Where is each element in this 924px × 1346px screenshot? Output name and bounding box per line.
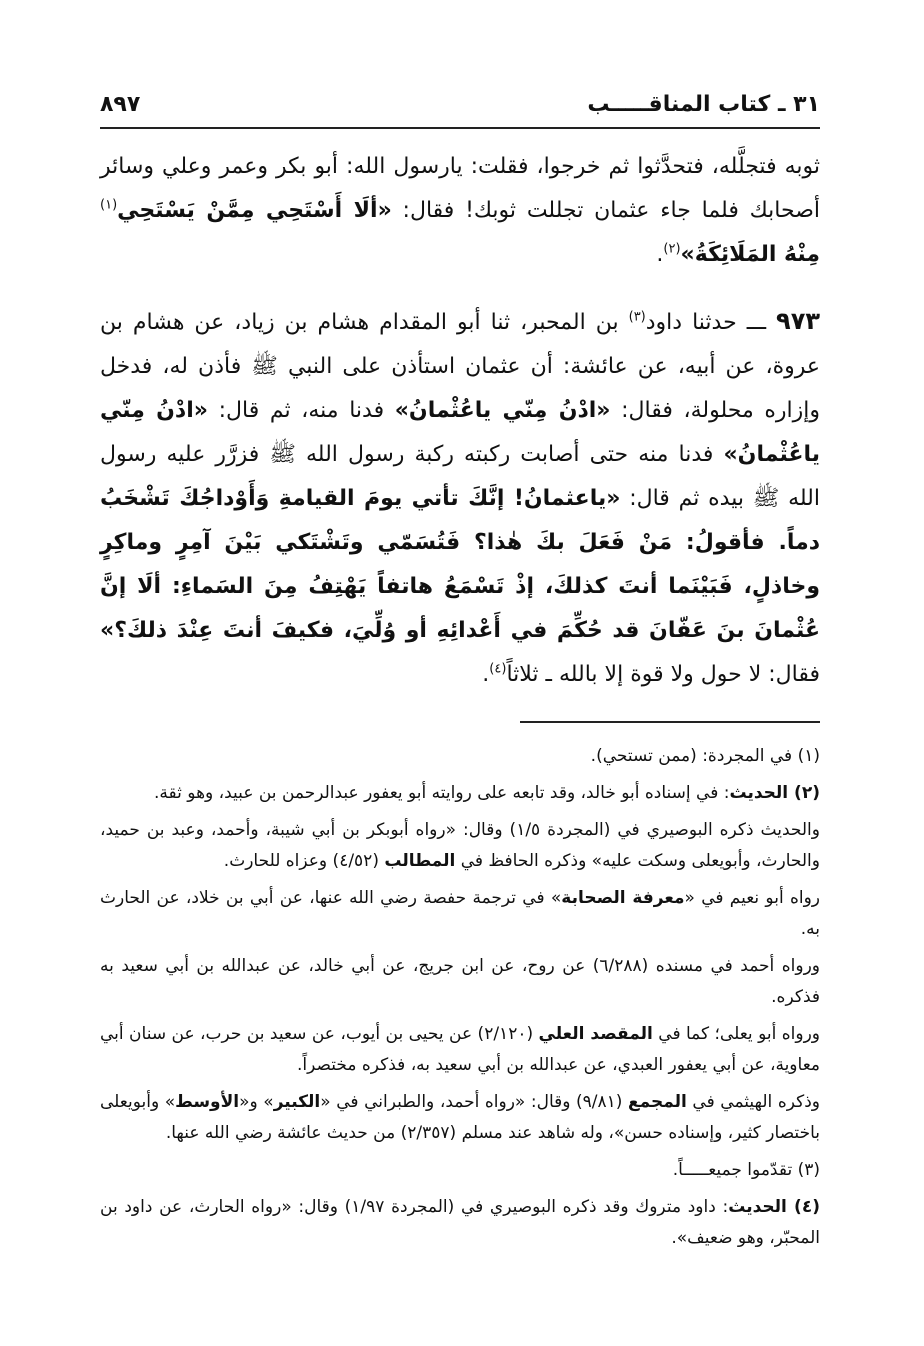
footnote-3: (٣) تقدّموا جميعـــــاً. — [672, 1160, 820, 1180]
footnote-text: » و« — [239, 1092, 274, 1112]
footnote-text: » في ترجمة حفصة رضي الله عنها، عن أبي بن خلاد، عن الحارث به. — [100, 888, 820, 939]
para1-end: . — [656, 242, 664, 267]
footnote-2-ahmad: ورواه أحمد في مسنده (٦/٢٨٨) عن روح، عن ابن جريج، عن أبي خالد، عن عبدالله بن أبي سعيد به فذكره. — [100, 956, 820, 1007]
footnote-2-text: : في إسناده أبو خالد، وقد تابعه على روايته أبو يعفور عبدالرحمن بن عبيد، وهو ثقة. — [154, 783, 730, 803]
book-title-maqsad: المقصد العلي — [538, 1024, 653, 1044]
footnote-ref-3: (٣) — [628, 309, 646, 325]
narration-text: بن المحبر، ثنا أبو المقدام هشام بن زياد، عن هشام بن عروة، عن أبيه، عن عائشة: أن عثمان استأذن على النبي ﷺ فأذن له، فدخل وإزاره محلولة، فقال: — [100, 310, 820, 423]
page-number: ٨٩٧ — [100, 92, 141, 117]
footnote-2-busiri — [100, 815, 820, 877]
footnote-text: ورواه أبو يعلى؛ كما في — [652, 1024, 821, 1044]
book-title-matalib: المطالب — [384, 851, 456, 871]
footnote-2-abu-yala — [100, 1019, 820, 1081]
footnote-ref-1: (١) — [100, 197, 118, 213]
narration-text-2: فدنا منه، ثم قال: — [207, 398, 395, 423]
narration-text-4: فقال: لا حول ولا قوة إلا بالله ـ ثلاثاً — [506, 662, 820, 687]
footnote-text: رواه أبو نعيم في « — [684, 888, 820, 908]
main-text — [100, 145, 820, 697]
book-title-awsat: الأوسط — [175, 1092, 240, 1112]
footnote-4-text: : داود متروك وقد ذكره البوصيري في (المجردة ١/٩٧) وقال: «رواه الحارث، عن داود بن المحبّر، وهو ضعيف». — [100, 1197, 820, 1248]
footnote-4-label: (٤) الحديث — [728, 1197, 820, 1217]
footnote-text: (٢/١٢٠) عن يحيى بن أيوب، عن سعيد بن حرب، عن سنان أبي معاوية، عن أبي يعفور العبدي، عن عبدالله بن أبي سعيد به، فذكره مختصراً. — [100, 1024, 820, 1075]
para1-text: ثوبه فتجلَّله، فتحدَّثوا ثم خرجوا، فقلت: يارسول الله: أبو بكر وعمر وعلي وسائر أصحابك فلما جاء عثمان تجللت ثوبك! فقال: — [100, 154, 820, 223]
footnote-ref-2: (٢) — [663, 241, 681, 257]
footnote-2-label: (٢) الحديث — [729, 783, 820, 803]
running-head: ٣١ ـ كتاب المناقـــــب — [587, 92, 820, 117]
footnote-4 — [100, 1192, 820, 1254]
hadith-number: ٩٧٣ — [776, 307, 820, 335]
footnote-text: وذكره الهيثمي في — [686, 1092, 820, 1112]
hadith-973 — [100, 299, 820, 697]
footnote-1: (١) في المجردة: (ممن تستحي). — [590, 746, 820, 766]
hadith-quote-end: مِنْهُ المَلَائِكَةُ» — [680, 242, 820, 267]
footnote-text: (٤/٥٢) وعزاه للحارث. — [223, 851, 385, 871]
book-title-majma: المجمع — [627, 1092, 687, 1112]
isnad-text: ـــ حدثنا داود — [645, 310, 777, 335]
footnotes — [100, 741, 820, 1254]
prophetic-saying: «ياعثمانُ! إنَّكَ تأتي يومَ القيامةِ وَأَوْداجُكَ تَشْخَبُ دماً. فأقولُ: مَنْ فَعَلَ بكَ هٰذا؟ فَتُسَمّي وتَشْتَكي بَيْنَ آمِرٍ وماكِرٍ وخاذلٍ، فَبَيْنَما أنتَ كذلكَ، إذْ تَسْمَعُ هاتفاً يَهْتِفُ مِنَ السَماءِ: ألَا إنَّ عُثْمانَ بنَ عَفّانَ قد حُكِّمَ في أَعْدائِهِ أو وُلِّيَ، فكيفَ أنتَ عِنْدَ ذلكَ؟» — [100, 486, 820, 643]
page-header — [100, 92, 820, 129]
footnote-2-haythami — [100, 1087, 820, 1149]
paragraph-continuation — [100, 145, 820, 277]
book-title-kabir: الكبير — [273, 1092, 321, 1112]
footnote-2-abu-nuaym — [100, 883, 820, 945]
footnote-text: والحديث ذكره البوصيري في (المجردة ١/٥) وقال: «رواه أبوبكر بن أبي شيبة، وأحمد، وعبد بن حميد، والحارث، وأبويعلى وسكت عليه» وذكره الحافظ في — [100, 820, 820, 871]
book-title-marifa: معرفة الصحابة — [561, 888, 685, 908]
quote-adnu-1: «ادْنُ مِنّي ياعُثْمانُ» — [394, 398, 611, 423]
para2-end: . — [482, 662, 490, 687]
narration-text-3: فدنا منه حتى أصابت ركبته ركبة رسول الله ﷺ فزرَّر عليه رسول الله ﷺ بيده ثم قال: — [100, 442, 820, 511]
footnote-text: (٩/٨١) وقال: «رواه أحمد، والطبراني في « — [320, 1092, 628, 1112]
footnote-text: » وأبويعلى باختصار كثير، وإسناده حسن»، وله شاهد عند مسلم (٢/٣٥٧) من حديث عائشة رضي الله عنها. — [100, 1092, 820, 1143]
hadith-quote: «ألَا أَسْتَحِي مِمَّنْ يَسْتَحِي — [117, 198, 392, 223]
footnote-ref-4: (٤) — [489, 661, 507, 677]
book-page — [100, 92, 820, 1260]
quote-adnu-2: «ادْنُ مِنّي ياعُثْمانُ» — [100, 398, 820, 467]
footnote-separator — [520, 721, 820, 723]
footnote-2 — [100, 778, 820, 809]
